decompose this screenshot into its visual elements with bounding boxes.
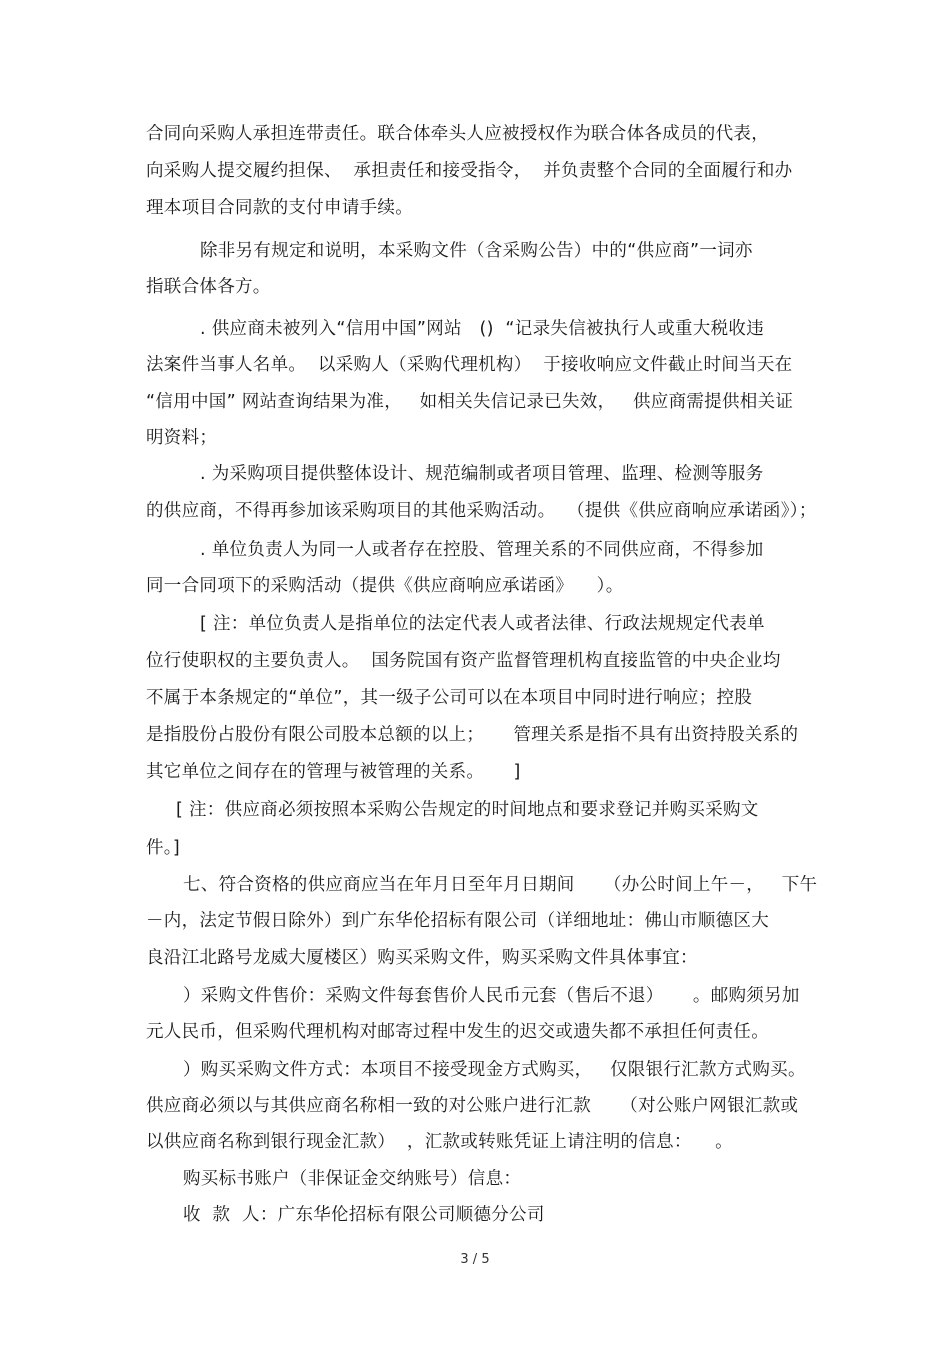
paragraph-line: 购买标书账户（非保证金交纳账号）信息： (183, 1169, 522, 1189)
paragraph-line: ）采购文件售价：采购文件每套售价人民币元套（售后不退） 。邮购须另加 (183, 986, 800, 1006)
paragraph-line: 不属于本条规定的“单位”，其一级子公司可以在本项目中同时进行响应；控股 (146, 688, 753, 708)
paragraph-line: 收 款 人：广东华伦招标有限公司顺德分公司 (183, 1205, 545, 1225)
paragraph-line: 明资料； (146, 428, 218, 448)
paragraph-line: 供应商必须以与其供应商名称相一致的对公账户进行汇款 （对公账户网银汇款或 (146, 1096, 799, 1116)
paragraph-line: [ 注：单位负责人是指单位的法定代表人或者法律、行政法规规定代表单 (200, 614, 765, 634)
paragraph-line: 法案件当事人名单。 以采购人（采购代理机构） 于接收响应文件截止时间当天在 (146, 355, 793, 375)
paragraph-line: 七、符合资格的供应商应当在年月日至年月日期间 （办公时间上午－， 下午 (183, 875, 818, 895)
paragraph-line: 以供应商名称到银行现金汇款） ，汇款或转账凭证上请注明的信息： 。 (146, 1132, 733, 1152)
paragraph-line: ）购买采购文件方式：本项目不接受现金方式购买， 仅限银行汇款方式购买。 (183, 1060, 806, 1080)
paragraph-line: 位行使职权的主要负责人。 国务院国有资产监督管理机构直接监管的中央企业均 (146, 651, 781, 671)
paragraph-line: 除非另有规定和说明，本采购文件（含采购公告）中的“供应商”一词亦 (200, 241, 753, 261)
paragraph-line: 指联合体各方。 (146, 277, 271, 297)
paragraph-line: 向采购人提交履约担保、 承担责任和接受指令， 并负责整个合同的全面履行和办 (146, 161, 793, 181)
paragraph-line: 的供应商，不得再参加该采购项目的其他采购活动。 （提供《供应商响应承诺函》）； (146, 501, 817, 521)
paragraph-line: 是指股份占股份有限公司股本总额的以上； 管理关系是指不具有出资持股关系的 (146, 725, 799, 745)
paragraph-line: . 单位负责人为同一人或者存在控股、管理关系的不同供应商，不得参加 (200, 540, 764, 560)
paragraph-line: 合同向采购人承担连带责任。联合体牵头人应被授权作为联合体各成员的代表， (146, 124, 769, 144)
page-number: 3 / 5 (460, 1252, 490, 1267)
paragraph-line: 元人民币，但采购代理机构对邮寄过程中发生的迟交或遗失都不承担任何责任。 (146, 1022, 769, 1042)
paragraph-line: “信用中国” 网站查询结果为准， 如相关失信记录已失效， 供应商需提供相关证 (146, 392, 794, 412)
paragraph-line: 件。] (146, 838, 180, 858)
paragraph-line: . 供应商未被列入“信用中国”网站 () “记录失信被执行人或重大税收违 (200, 319, 764, 339)
paragraph-line: 良沿江北路号龙威大厦楼区）购买采购文件，购买采购文件具体事宜： (146, 948, 698, 968)
paragraph-line: 理本项目合同款的支付申请手续。 (146, 198, 413, 218)
paragraph-line: －内，法定节假日除外）到广东华伦招标有限公司（详细地址：佛山市顺德区大 (146, 911, 769, 931)
paragraph-line: 其它单位之间存在的管理与被管理的关系。 ] (146, 762, 521, 782)
paragraph-line: [ 注：供应商必须按照本采购公告规定的时间地点和要求登记并购买采购文 (176, 800, 759, 820)
paragraph-line: . 为采购项目提供整体设计、规范编制或者项目管理、监理、检测等服务 (200, 464, 764, 484)
paragraph-line: 同一合同项下的采购活动（提供《供应商响应承诺函》 ）。 (146, 576, 624, 596)
